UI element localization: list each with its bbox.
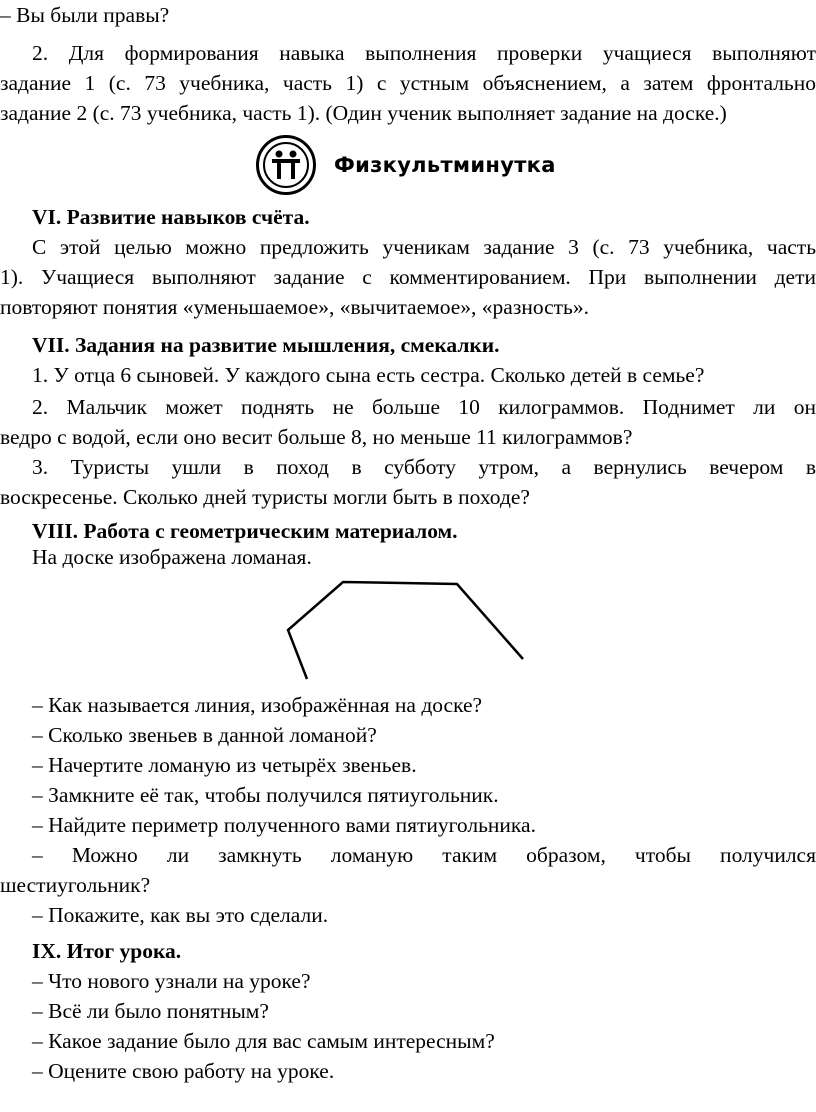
question-line: – Найдите периметр полученного вами пятиугольника. (32, 813, 536, 837)
task-line: воскресенье. Сколько дней туристы могли быть в походе? (0, 485, 530, 509)
section-heading: VII. Задания на развитие мышления, смекалки. (32, 333, 500, 357)
two-figures-icon (256, 135, 316, 195)
paragraph-line: повторяют понятия «уменьшаемое», «вычитаемое», «разность». (0, 295, 589, 319)
section-heading: VIII. Работа с геометрическим материалом. (32, 519, 458, 543)
question-line: – Сколько звеньев в данной ломаной? (32, 723, 377, 747)
polyline-figure (280, 570, 540, 682)
question-line: – Можно ли замкнуть ломаную таким образом, чтобы получился (32, 843, 816, 867)
question-line: – Замкните её так, чтобы получился пятиугольник. (32, 783, 499, 807)
question-line: – Что нового узнали на уроке? (32, 969, 311, 993)
fizminutka-label: Физкультминутка (334, 153, 556, 177)
paragraph-line: 1). Учащиеся выполняют задание с комментированием. При выполнении дети (0, 265, 816, 289)
question-line: – Как называется линия, изображённая на доске? (32, 693, 483, 717)
task-line: 2. Мальчик может поднять не больше 10 килограммов. Поднимет ли он (32, 395, 816, 419)
question-line: – Всё ли было понятным? (32, 999, 269, 1023)
question-line: – Покажите, как вы это сделали. (32, 903, 329, 927)
paragraph-line: 2. Для формирования навыка выполнения проверки учащиеся выполняют (32, 41, 816, 65)
question-line: – Какое задание было для вас самым интересным? (32, 1029, 495, 1053)
fizminutka-heading (256, 132, 556, 198)
paragraph-line: задание 1 (с. 73 учебника, часть 1) с устным объяснением, а затем фронтально (0, 71, 816, 95)
paragraph-line: задание 2 (с. 73 учебника, часть 1). (Один ученик выполняет задание на доске.) (0, 101, 727, 125)
task-line: 1. У отца 6 сыновей. У каждого сына есть сестра. Сколько детей в семье? (32, 363, 705, 387)
task-line: 3. Туристы ушли в поход в субботу утром, а вернулись вечером в (32, 455, 816, 479)
question-line: – Начертите ломаную из четырёх звеньев. (32, 753, 417, 777)
section-heading: VI. Развитие навыков счёта. (32, 205, 310, 229)
text-line: – Вы были правы? (0, 3, 170, 27)
paragraph-line: С этой целью можно предложить ученикам задание 3 (с. 73 учебника, часть (32, 235, 816, 259)
question-line: шестиугольник? (0, 873, 151, 897)
text-line: На доске изображена ломаная. (32, 545, 312, 569)
section-heading: IX. Итог урока. (32, 939, 182, 963)
task-line: ведро с водой, если оно весит больше 8, но меньше 11 килограммов? (0, 425, 633, 449)
question-line: – Оцените свою работу на уроке. (32, 1059, 335, 1083)
